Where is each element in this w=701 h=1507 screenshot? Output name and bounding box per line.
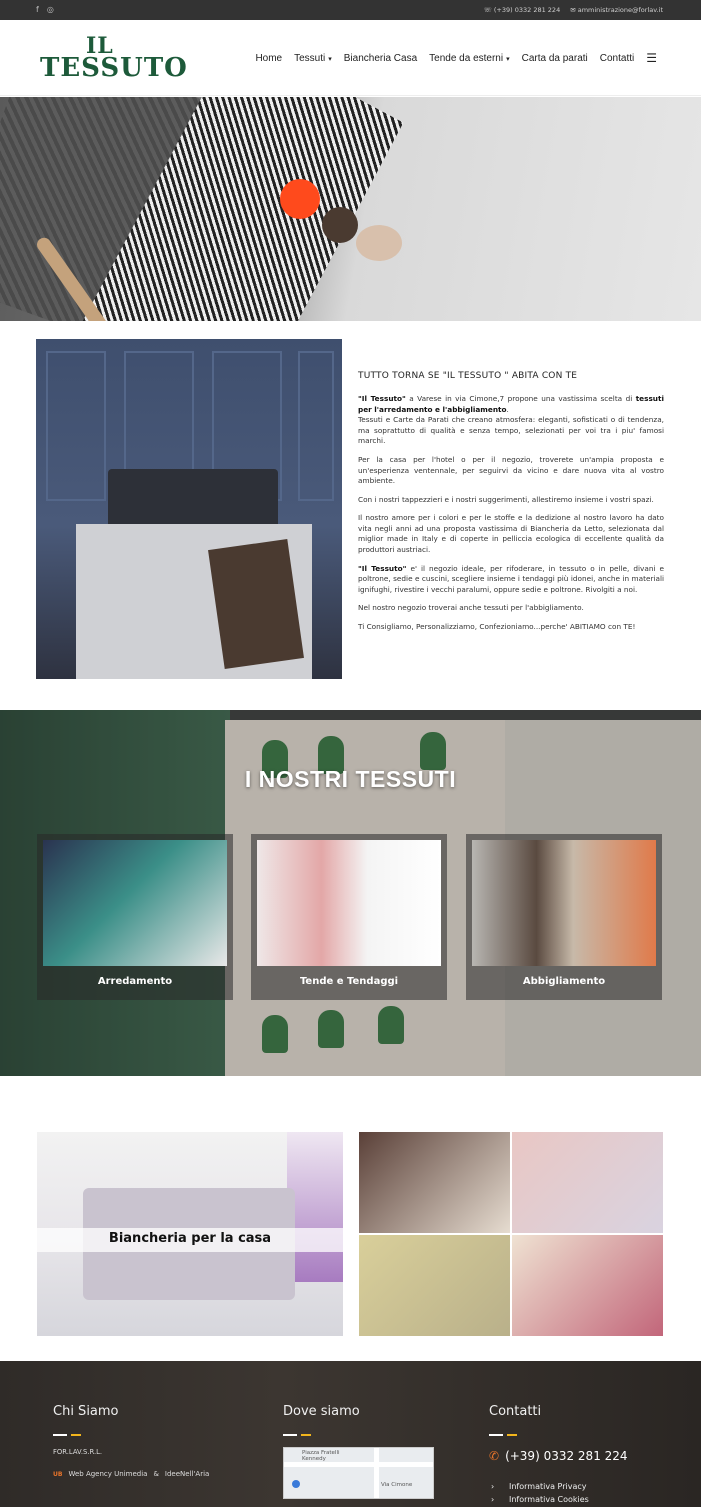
about-paragraph [358,394,664,447]
phone-icon: ✆ [489,1449,500,1463]
footer-rule [489,1434,517,1436]
credits [53,1470,209,1478]
footer-title-chi-siamo: Chi Siamo [53,1404,119,1419]
map-road [284,1462,434,1467]
nav-home[interactable]: Home [255,52,283,64]
hamburger-menu-icon[interactable]: ☰ [646,51,657,65]
throw-blanket-image [208,539,304,669]
logo-line-2: TESSUTO [40,53,188,83]
about-text-span: Tessuti e Carte da Parati che creano atmosfera: eleganti, sofisticati o di tendenza, ma soprattutto di qualità e senza tempo, selezionati per voi tra i piu' famosi marchi. [358,415,664,446]
tessuti-section [0,710,701,1076]
logo[interactable] [40,33,188,85]
main-nav [255,51,657,65]
biancheria-card[interactable] [37,1132,343,1336]
top-email[interactable]: ✉ amministrazione@forlav.it [570,6,663,14]
map-label: Via Cimone [381,1482,413,1488]
footer-title-contatti: Contatti [489,1404,542,1419]
nav-tende-label: Tende da esterni [429,52,504,64]
about-text [358,370,664,640]
instagram-icon[interactable]: ◎ [46,5,54,14]
card-label: Tende e Tendaggi [299,976,399,987]
footer-phone-number: (+39) 0332 281 224 [505,1449,628,1463]
tende-image [257,840,441,966]
card-label: Arredamento [97,976,173,987]
facebook-icon[interactable]: f [36,5,39,14]
footer-title-dove-siamo: Dove siamo [283,1404,360,1419]
about-heading: TUTTO TORNA SE "IL TESSUTO " ABITA CON TE [358,371,578,381]
nav-tessuti[interactable] [294,53,332,64]
location-map[interactable] [283,1447,434,1499]
link-privacy[interactable] [491,1480,589,1493]
footer-rule [283,1434,311,1436]
bedroom-image [36,339,342,679]
map-road [374,1448,379,1499]
spool-image [356,225,402,261]
credit-unimedia[interactable]: Web Agency Unimedia [68,1470,148,1478]
about-paragraph: Per la casa per l'hotel o per il negozio, troverete un'ampia proposta e un'esperienza ventennale, per seguirvi da vicino e dare nuova vita al vostro ambiente. [358,454,664,486]
top-bar [0,0,701,20]
biancheria-label: Biancheria per la casa [108,1231,272,1246]
about-text-span: e' il negozio ideale, per rifoderare, in tessuto o in pelle, divani e poltrone, sedie e cuscini, scegliere insieme i tendaggi più idonei, anche in materiali ignifughi, rivestire i vecchi paralumi, oppure sedie e poltrone. Rivolgiti a noi. [358,563,664,594]
card-arredamento[interactable] [37,834,233,1000]
nav-biancheria-casa[interactable]: Biancheria Casa [343,52,418,64]
footer-rule [53,1434,81,1436]
wall-panel [46,351,106,501]
company-name: FOR.LAV.S.R.L. [53,1448,103,1456]
footer-links [491,1480,589,1506]
abbigliamento-image [472,840,656,966]
map-label: Piazza Fratelli [302,1450,340,1456]
logo-line-1: IL [86,33,114,59]
credit-ideenellaria[interactable]: IdeeNell'Aria [164,1470,210,1478]
about-text-span: . [506,404,509,414]
card-label: Abbigliamento [522,976,606,987]
spool-image [322,207,358,243]
about-paragraph: Con i nostri tappezzieri e i nostri suggerimenti, allestiremo insieme i vostri spazi. [358,494,654,504]
nav-tende-esterni[interactable] [429,53,509,64]
nav-tessuti-label: Tessuti [294,52,326,64]
map-label: Kennedy [302,1456,326,1462]
link-cookies[interactable] [491,1493,589,1506]
map-pin-icon [292,1480,300,1488]
chevron-down-icon: ▾ [328,55,332,63]
top-phone-number: (+39) 0332 281 224 [493,6,561,14]
gallery-image[interactable] [359,1132,510,1233]
spool-image [280,179,320,219]
site-header [0,20,701,96]
footer-phone[interactable] [489,1449,628,1463]
link-privacy-label: Informativa Privacy [509,1482,587,1491]
about-text-span: a Varese in via Cimone,7 propone una vastissima scelta di [405,394,636,404]
rule-segment [301,1434,311,1436]
rule-segment [507,1434,517,1436]
about-bold-span: tessuti per l'arredamento e l'abbigliamento [358,394,664,414]
gallery-image[interactable] [512,1132,663,1233]
top-contacts [484,6,663,14]
chevron-right-icon: › [491,1482,495,1491]
section-title: I NOSTRI TESSUTI [244,766,457,792]
about-paragraph [358,564,664,596]
rule-segment [283,1434,297,1436]
nav-carta-parati[interactable]: Carta da parati [521,52,588,64]
unimedia-icon: UB [53,1470,63,1478]
card-abbigliamento[interactable] [466,834,662,1000]
rule-segment [489,1434,503,1436]
link-cookies-label: Informativa Cookies [509,1495,589,1504]
rule-segment [53,1434,67,1436]
credit-separator: & [153,1470,159,1478]
top-phone[interactable]: ☏ (+39) 0332 281 224 [483,6,561,14]
top-email-address: amministrazione@forlav.it [577,6,663,14]
card-tende[interactable] [251,834,447,1000]
shop-name: "Il Tessuto" [358,563,407,573]
arredamento-image [43,840,227,966]
social-links [36,5,54,14]
chevron-right-icon: › [491,1495,495,1504]
rule-segment [71,1434,81,1436]
gallery-image[interactable] [512,1235,663,1336]
about-paragraph: Il nostro amore per i colori e per le stoffe e la dedizione al nostro lavoro ha dato vita negli anni ad una proposta vastissima di Biancheria da Letto, selezionata dal miglior made in Italy e di coperte in pelliccia ecologica di eccellente qualità da produttori austriaci. [358,513,664,554]
hero-image [0,97,701,321]
about-paragraph: Ti Consigliamo, Personalizziamo, Confezioniamo...perche' ABITIAMO con TE! [358,621,636,631]
biancheria-gallery [359,1132,664,1336]
curtain-image [287,1132,343,1282]
gallery-image[interactable] [359,1235,510,1336]
wall-panel [298,351,334,501]
nav-contatti[interactable]: Contatti [599,52,635,64]
about-paragraph: Nel nostro negozio troverai anche tessuti per l'abbigliamento. [358,603,584,613]
chevron-down-icon: ▾ [506,55,510,63]
shop-name: "Il Tessuto" [358,394,406,404]
